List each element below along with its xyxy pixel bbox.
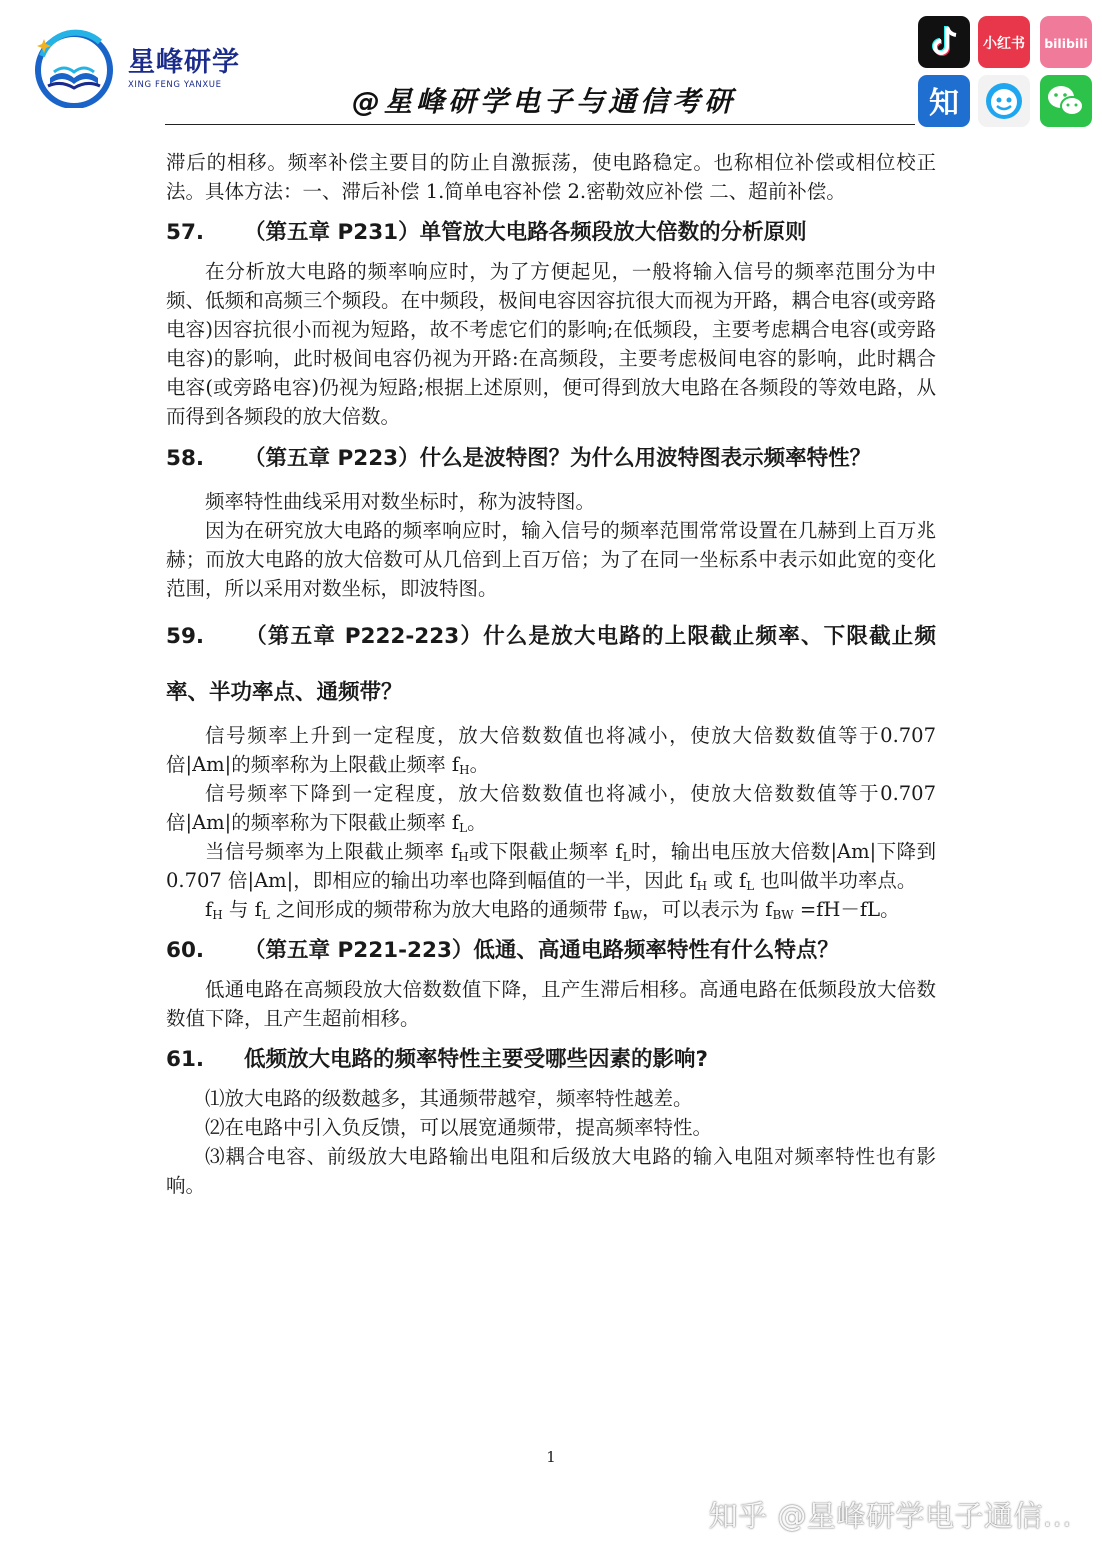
brand-logo [30, 26, 120, 108]
answer-paragraph: 在分析放大电路的频率响应时，为了方便起见，一般将输入信号的频率范围分为中频、低频和高频三个频段。在中频段，极间电容因容抗很大而视为开路，耦合电容(或旁路电容)因容抗很小而视为短路，故不考虑它们的影响;在低频段，主要考虑耦合电容(或旁路电容)的影响，此时极间电容仍视为开路:在高频段，主要考虑极间电容的影响，此时耦合电容(或旁路电容)仍视为短路;根据上述原则，便可得到放大电路在各频段的等效电路，从而得到各频段的放大倍数。 [166, 260, 936, 428]
subscript: BW [772, 908, 794, 922]
question-60-heading [166, 934, 936, 968]
question-title: （第五章 P231）单管放大电路各频段放大倍数的分析原则 [244, 220, 807, 245]
question-61-heading [166, 1043, 936, 1077]
brand-name-cn: 星峰研学 [128, 47, 240, 78]
bilibili-label: bilibili [1044, 36, 1088, 51]
answer-paragraph: 频率特性曲线采用对数坐标时，称为波特图。 [205, 490, 596, 513]
watermark: 知乎 @星峰研学电子通信... [708, 1499, 1072, 1533]
subscript: L [746, 879, 755, 893]
bilibili-icon[interactable] [1040, 16, 1092, 68]
xiaohongshu-label: 小红书 [983, 36, 1025, 52]
question-59-heading [166, 609, 936, 721]
zhihu-icon[interactable] [918, 75, 970, 127]
text-run: ，可以表示为 f [642, 898, 773, 921]
question-number: 60. [166, 938, 205, 963]
xiaohongshu-icon[interactable] [978, 16, 1030, 68]
tiktok-icon[interactable] [918, 16, 970, 68]
text-run: 时，输出电压放大倍数|Am|下降到 0.707 倍|Am|，即相应的输出功率也降到幅值的一半，因此 f [166, 840, 936, 892]
subscript: L [459, 821, 468, 835]
question-title: （第五章 P223）什么是波特图？为什么用波特图表示频率特性？ [244, 446, 872, 471]
question-57-heading [166, 216, 936, 250]
question-title: （第五章 P221-223）低通、高通电路频率特性有什么特点？ [244, 938, 839, 963]
answer-paragraph: ⑴放大电路的级数越多，其通频带越窄，频率特性越差。 [205, 1087, 693, 1110]
zhihu-label: 知 [929, 86, 959, 121]
text-run: 或 f [707, 869, 747, 892]
text-run: 。 [469, 753, 490, 776]
subscript: BW [620, 908, 643, 922]
question-title: 低频放大电路的频率特性主要受哪些因素的影响? [244, 1047, 708, 1072]
answer-paragraph: ⑵在电路中引入负反馈，可以展宽通频带，提高频率特性。 [205, 1116, 713, 1139]
text-run: 也叫做半功率点。 [754, 869, 917, 892]
text-run: 与 f [222, 898, 262, 921]
text-run: =fH－fL。 [793, 898, 900, 921]
question-number: 58. [166, 446, 205, 471]
text-run: f [205, 898, 213, 921]
text-run: 当信号频率为上限截止频率 f [205, 840, 459, 863]
question-number: 59. [166, 624, 205, 649]
weibo-icon[interactable] [978, 75, 1030, 127]
header-divider [165, 124, 915, 125]
text-run: 。 [467, 811, 487, 834]
brand-name-en: XING FENG YANXUE [128, 80, 222, 90]
subscript: H [459, 763, 470, 777]
document-body [166, 148, 936, 1200]
question-number: 61. [166, 1047, 205, 1072]
wechat-icon[interactable] [1040, 75, 1092, 127]
brand-name [128, 48, 240, 90]
answer-paragraph: 低通电路在高频段放大倍数数值下降，且产生滞后相移。高通电路在低频段放大倍数数值下降，且产生超前相移。 [166, 978, 936, 1030]
text-run: 信号频率下降到一定程度，放大倍数数值也将减小，使放大倍数数值等于0.707 倍|Am|的频率称为下限截止频率 f [166, 782, 936, 834]
question-number: 57. [166, 220, 205, 245]
question-58-heading [166, 431, 936, 487]
answer-paragraph: ⑶耦合电容、前级放大电路输出电阻和后级放大电路的输入电阻对频率特性也有影响。 [166, 1145, 936, 1197]
header-slogan: @星峰研学电子与通信考研 [352, 85, 737, 118]
question-title: （第五章 P222-223）什么是放大电路的上限截止频率、下限截止频率、半功率点、通频带？ [166, 624, 936, 705]
answer-paragraph [166, 837, 936, 895]
subscript: L [622, 850, 631, 864]
answer-paragraph [166, 721, 936, 779]
subscript: H [212, 908, 223, 922]
page-number: 1 [546, 1448, 556, 1466]
subscript: H [458, 850, 469, 864]
text-run: 或下限截止频率 f [468, 840, 623, 863]
intro-paragraph: 滞后的相移。频率补偿主要目的防止自激振荡，使电路稳定。也称相位补偿或相位校正法。具体方法：一、滞后补偿 1.简单电容补偿 2.密勒效应补偿 二、超前补偿。 [166, 151, 936, 203]
answer-paragraph [166, 895, 936, 924]
answer-paragraph: 因为在研究放大电路的频率响应时，输入信号的频率范围常常设置在几赫到上百万兆赫；而放大电路的放大倍数可从几倍到上百万倍；为了在同一坐标系中表示如此宽的变化范围，所以采用对数坐标，即波特图。 [166, 519, 936, 600]
text-run: 之间形成的频带称为放大电路的通频带 f [269, 898, 621, 921]
text-run: 信号频率上升到一定程度，放大倍数数值也将减小，使放大倍数数值等于0.707 倍|Am|的频率称为上限截止频率 f [166, 724, 936, 776]
subscript: L [261, 908, 270, 922]
subscript: H [696, 879, 708, 893]
answer-paragraph [166, 779, 936, 837]
